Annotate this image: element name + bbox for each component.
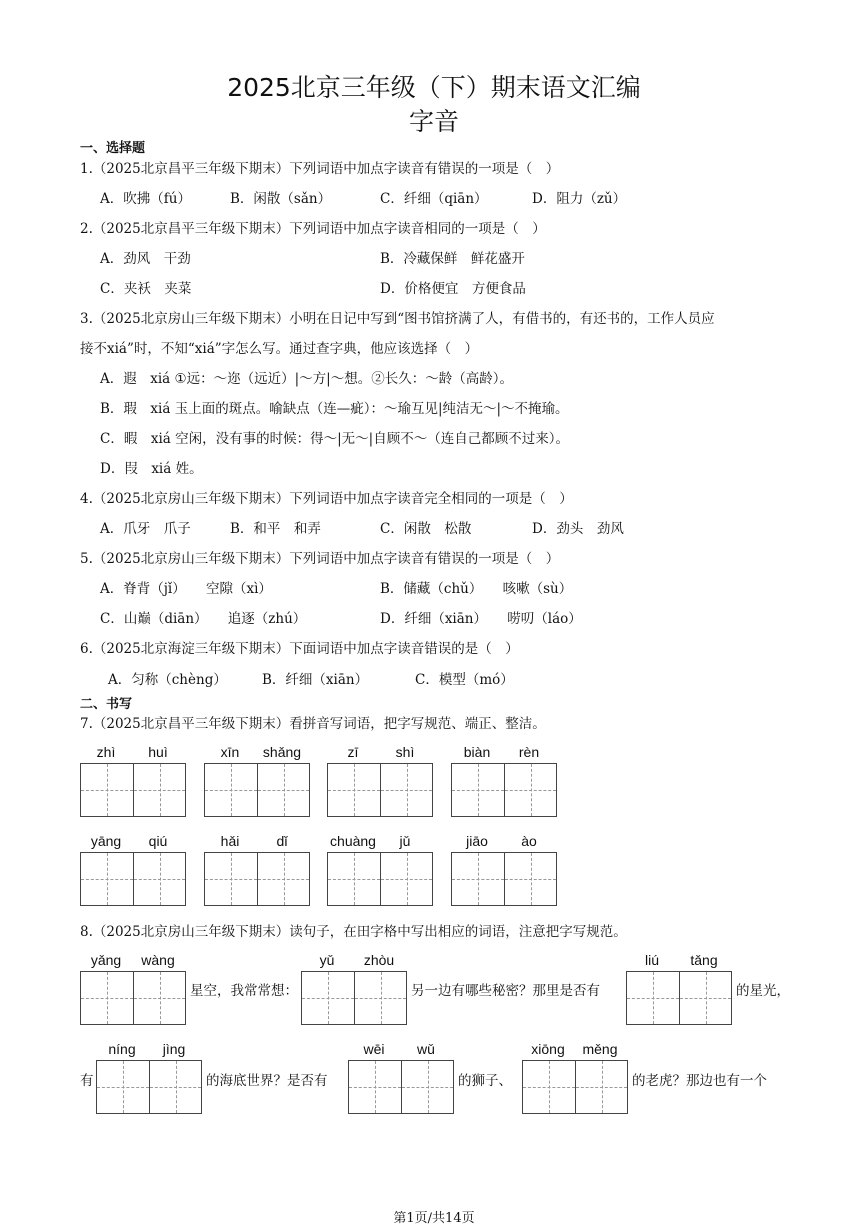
q1-option-b: B．闲散（sǎn） (230, 191, 332, 207)
page-footer: 第1页/共14页 (393, 1211, 475, 1226)
pinyin-label: rèn (518, 744, 540, 760)
pinyin-label: zhòu (363, 952, 395, 968)
pinyin-label: tǎng (690, 952, 718, 968)
writing-grid[interactable] (327, 763, 433, 817)
sentence-text: 星空，我常常想： (190, 983, 298, 999)
writing-grid[interactable] (204, 763, 310, 817)
pinyin-label: biàn (463, 744, 491, 760)
pinyin-label: chuàng (330, 833, 376, 849)
pinyin-label: jìng (162, 1041, 186, 1057)
writing-grid[interactable] (626, 971, 732, 1025)
q1-option-c: C．纤细（qiān） (380, 191, 488, 207)
pinyin-label: jiāo (466, 833, 488, 849)
sentence-text: 的海底世界？是否有 (206, 1073, 328, 1089)
pinyin-label: shǎng (262, 744, 302, 760)
q6-option-c: C．模型（mó） (415, 672, 514, 688)
pinyin-label: yǔ (319, 952, 335, 968)
q4-option-b: B．和平 和弄 (230, 521, 321, 537)
pinyin-label: yǎng (90, 952, 122, 968)
writing-grid[interactable] (522, 1060, 628, 1114)
q2-option-b: B．冷藏保鲜 鲜花盛开 (380, 251, 525, 267)
pinyin-label: shì (395, 744, 415, 760)
q2-option-c: C．夹袄 夹菜 (100, 281, 192, 297)
pinyin-label: dǐ (276, 833, 288, 849)
q3-option-d: D．叚 xiá 姓。 (100, 461, 203, 477)
writing-grid[interactable] (204, 852, 310, 906)
sentence-text: 的老虎？那边也有一个 (632, 1073, 767, 1089)
writing-grid[interactable] (451, 763, 557, 817)
writing-grid[interactable] (348, 1060, 454, 1114)
writing-grid[interactable] (451, 852, 557, 906)
q3-option-b: B．瑕 xiá 玉上面的斑点。喻缺点（连—疵）：～瑜互见|纯洁无～|～不掩瑜。 (100, 401, 569, 417)
pinyin-label: níng (108, 1041, 136, 1057)
question-4-stem: 4.（2025北京房山三年级下期末）下列词语中加点字读音完全相同的一项是（ ） (80, 491, 573, 507)
q2-option-d: D．价格便宜 方便食品 (380, 281, 526, 297)
pinyin-label: wǔ (417, 1041, 435, 1057)
writing-grid[interactable] (80, 852, 186, 906)
question-1-stem: 1.（2025北京昌平三年级下期末）下列词语中加点字读音有错误的一项是（ ） (80, 161, 560, 177)
q5-option-d: D．纤细（xiān） 唠叨（láo） (380, 611, 582, 627)
pinyin-label: wàng (141, 952, 175, 968)
writing-grid[interactable] (80, 763, 186, 817)
question-5-stem: 5.（2025北京房山三年级下期末）下列词语中加点字读音有错误的一项是（ ） (80, 551, 560, 567)
question-6-stem: 6.（2025北京海淀三年级下期末）下面词语中加点字读音错误的是（ ） (80, 641, 519, 657)
section-heading-choice: 一、选择题 (80, 141, 146, 156)
pinyin-label: zhì (96, 744, 116, 760)
q3-option-c: C．暇 xiá 空闲，没有事的时候：得～|无～|自顾不～（连自己都顾不过来）。 (100, 431, 569, 447)
q4-option-a: A．爪牙 爪子 (100, 521, 191, 537)
q2-option-a: A．劲风 干劲 (100, 251, 191, 267)
question-3-stem-line2: 接不xiá”时，不知“xiá”字怎么写。通过查字典，他应该选择（ ） (80, 341, 479, 357)
question-2-stem: 2.（2025北京昌平三年级下期末）下列词语中加点字读音相同的一项是（ ） (80, 221, 546, 237)
sentence-text: 的狮子、 (458, 1073, 512, 1089)
sentence-text: 另一边有哪些秘密？那里是否有 (411, 983, 600, 999)
writing-grid[interactable] (96, 1060, 202, 1114)
pinyin-label: huì (148, 744, 168, 760)
page-subtitle: 字音 (408, 107, 459, 136)
pinyin-label: liú (644, 952, 659, 968)
pinyin-label: měng (582, 1041, 618, 1057)
question-8-stem: 8.（2025北京房山三年级下期末）读句子，在田字格中写出相应的词语，注意把字写规范。 (80, 924, 627, 940)
pinyin-label: wēi (363, 1041, 385, 1057)
page-title: 2025北京三年级（下）期末语文汇编 (227, 73, 641, 102)
q5-option-b: B．储藏（chǔ） 咳嗽（sù） (380, 581, 573, 597)
sentence-text: 有 (80, 1073, 94, 1089)
question-3-stem-line1: 3.（2025北京房山三年级下期末）小明在日记中写到“图书馆挤满了人，有借书的，有还书的，工作人员应 (80, 311, 715, 327)
pinyin-label: yāng (90, 833, 122, 849)
q6-option-a: A．匀称（chèng） (108, 672, 227, 688)
pinyin-label: ào (521, 833, 537, 849)
writing-grid[interactable] (327, 852, 433, 906)
pinyin-label: qiú (148, 833, 168, 849)
writing-grid[interactable] (80, 971, 186, 1025)
q5-option-c: C．山巅（diān） 追逐（zhú） (100, 611, 307, 627)
q1-option-d: D．阻力（zǔ） (532, 191, 627, 207)
pinyin-label: xīn (220, 744, 240, 760)
pinyin-label: xiōng (531, 1041, 565, 1057)
pinyin-label: jǔ (399, 833, 411, 849)
q3-option-a: A．遐 xiá ①远：～迩（远近）|～方|～想。②长久：～龄（高龄）。 (100, 371, 513, 387)
q5-option-a: A．脊背（jǐ） 空隙（xì） (100, 581, 272, 597)
pinyin-label: hǎi (220, 833, 240, 849)
writing-grid[interactable] (301, 971, 407, 1025)
q6-option-b: B．纤细（xiān） (262, 672, 369, 688)
section-heading-writing: 二、书写 (80, 697, 133, 712)
pinyin-label: zī (347, 744, 359, 760)
q4-option-c: C．闲散 松散 (380, 521, 472, 537)
q1-option-a: A．吹拂（fú） (100, 191, 191, 207)
question-7-stem: 7.（2025北京昌平三年级下期末）看拼音写词语，把字写规范、端正、整洁。 (80, 716, 546, 732)
q4-option-d: D．劲头 劲风 (532, 521, 624, 537)
sentence-text: 的星光， (736, 983, 790, 999)
